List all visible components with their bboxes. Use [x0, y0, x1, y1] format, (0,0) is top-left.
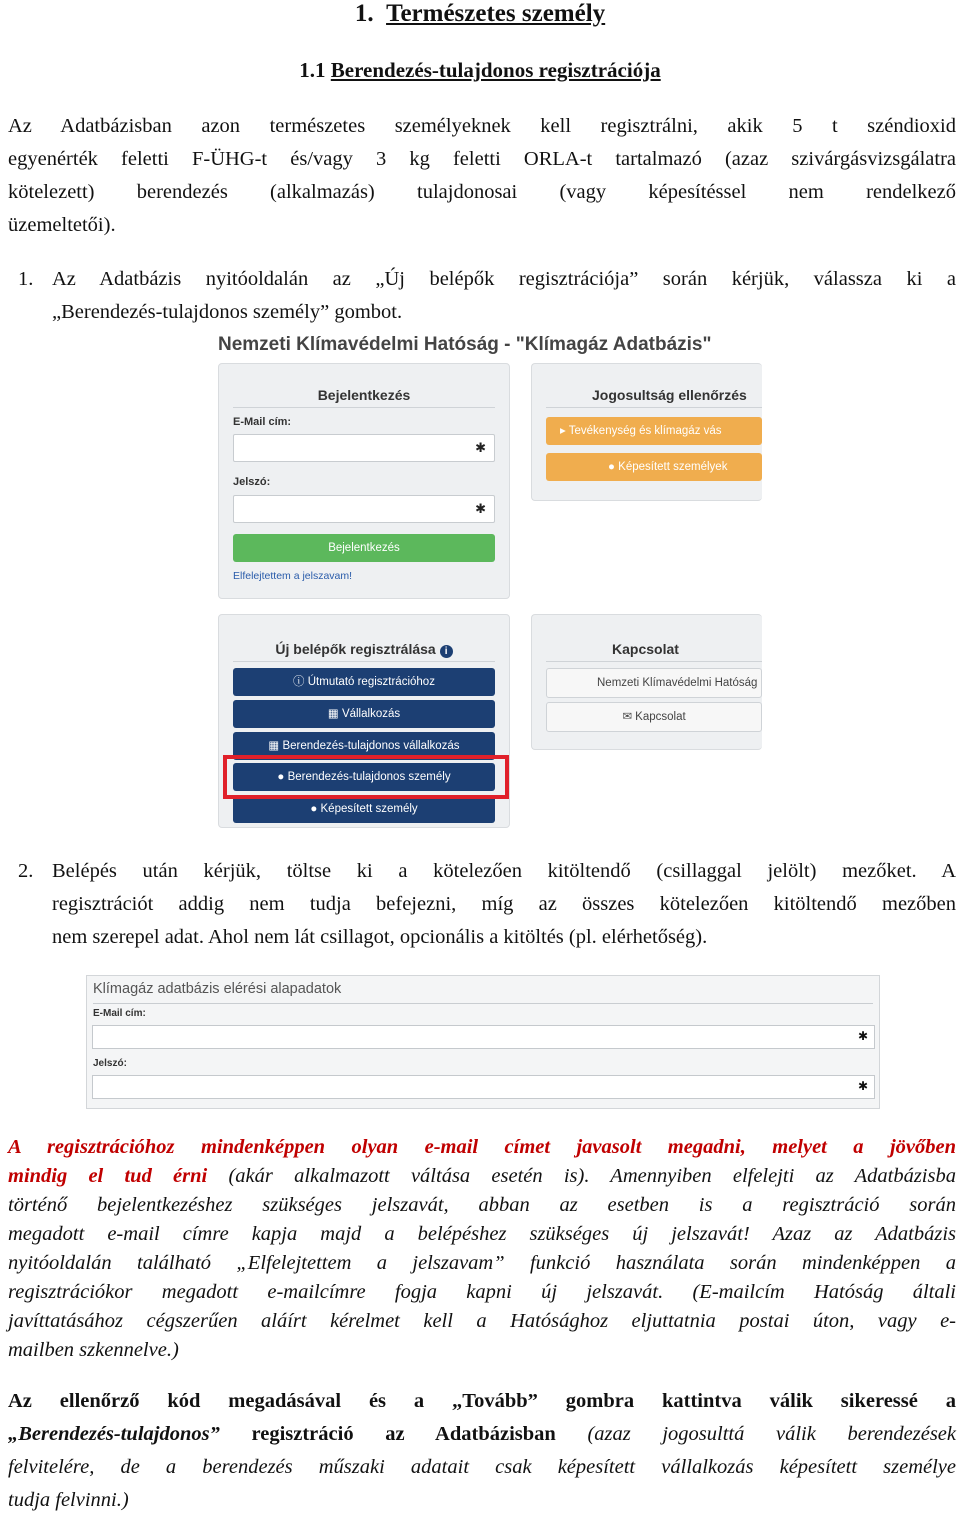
- subsection-number: 1.1: [299, 58, 326, 82]
- warning-red-text: mindig el tud érni: [8, 1165, 208, 1187]
- final-line: [8, 1418, 956, 1451]
- certified-persons-label: Képesített személyek: [618, 461, 728, 473]
- required-asterisk-icon: ✱: [857, 1029, 868, 1043]
- user-icon: ●: [277, 771, 288, 783]
- final-line: Az ellenőrző kód megadásával és a „Tovább” gombra kattintva válik sikeressé a: [8, 1390, 956, 1412]
- forgot-password-link[interactable]: Elfelejtettem a jelszavam!: [233, 570, 353, 582]
- divider: [546, 661, 762, 662]
- activity-check-label: Tevékenység és klímagáz vás: [568, 425, 722, 437]
- info-icon: ⓘ: [293, 676, 308, 688]
- permission-panel: [531, 363, 762, 501]
- intro-line: egyenérték feletti F-ÜHG-t és/vagy 3 kg feletti ORLA-t tartalmazó (azaz szivárgásvizsgálatra: [8, 148, 956, 170]
- divider: [546, 407, 762, 408]
- certified-person-label: Képesített személy: [320, 803, 418, 815]
- required-asterisk-icon: ✱: [475, 501, 486, 516]
- warning-line: [8, 1162, 956, 1191]
- divider: [93, 1003, 873, 1004]
- login-panel: [218, 363, 510, 599]
- warning-line: regisztrációkor megadott e-mailcímre fogja kapni új jelszavát. (E-mailcím Hatóság általi: [8, 1281, 956, 1303]
- required-asterisk-icon: ✱: [857, 1079, 868, 1093]
- contact-panel: [531, 614, 762, 750]
- required-asterisk-icon: ✱: [475, 440, 486, 455]
- intro-paragraph: [8, 110, 956, 242]
- divider: [233, 661, 495, 662]
- step-line: „Berendezés-tulajdonos személy” gombot.: [52, 301, 403, 323]
- user-icon: ●: [310, 803, 321, 815]
- registration-guide-button[interactable]: [233, 668, 495, 696]
- final-paragraph: [8, 1385, 956, 1517]
- screenshot-title: Nemzeti Klímavédelmi Hatóság - "Klímagáz Adatbázis": [218, 334, 712, 355]
- registration-guide-label: Útmutató regisztrációhoz: [307, 676, 435, 688]
- permission-heading: Jogosultság ellenőrzés: [592, 387, 747, 403]
- contact-button[interactable]: [546, 702, 762, 732]
- email-label: E-Mail cím:: [233, 416, 292, 428]
- activity-check-button[interactable]: [546, 417, 762, 445]
- final-line: tudja felvinni.): [8, 1489, 129, 1511]
- building-icon: ▦: [268, 740, 283, 752]
- form-title: Klímagáz adatbázis elérési alapadatok: [93, 981, 342, 997]
- subsection-heading: [0, 58, 960, 83]
- step-line: Belépés után kérjük, töltse ki a kötelezően kitöltendő (csillaggal jelölt) mezőket. A: [52, 860, 956, 882]
- warning-line: javíttatásához cégszerűen aláírt kérelmet kell a Hatósághoz eljuttatnia postai úton, vagy e-: [8, 1310, 956, 1332]
- certified-persons-button[interactable]: [546, 453, 762, 481]
- login-button[interactable]: Bejelentkezés: [233, 534, 495, 562]
- intro-line: üzemeltetői).: [8, 214, 116, 236]
- email-field[interactable]: [92, 1025, 875, 1049]
- step-line: nem szerepel adat. Ahol nem lát csillagot, opcionális a kitöltés (pl. elérhetőség).: [52, 926, 708, 948]
- section-title: Természetes személy: [386, 0, 606, 27]
- company-button[interactable]: [233, 700, 495, 728]
- email-field[interactable]: [233, 434, 495, 462]
- final-italic: (azaz jogosulttá válik berendezések: [555, 1423, 956, 1445]
- section-number: 1.: [354, 0, 374, 27]
- contact-label: Kapcsolat: [635, 711, 686, 723]
- step-line: Az Adatbázis nyitóoldalán az „Új belépők regisztrációja” során kérjük, válassza ki a: [52, 268, 956, 290]
- subsection-title: Berendezés-tulajdonos regisztrációja: [330, 58, 661, 82]
- step-line: regisztrációt addig nem tudja befejezni, míg az összes kötelezően kitöltendő mezőben: [52, 893, 956, 915]
- email-label: E-Mail cím:: [93, 1008, 146, 1019]
- final-bold: regisztráció az Adatbázisban: [219, 1423, 556, 1445]
- new-users-heading-text: Új belépők regisztrálása: [275, 641, 436, 657]
- certified-person-button[interactable]: [233, 795, 495, 823]
- step-1: [18, 263, 956, 329]
- password-field[interactable]: [233, 495, 495, 523]
- company-label: Vállalkozás: [341, 708, 401, 720]
- final-bold-italic: „Berendezés-tulajdonos”: [8, 1423, 220, 1445]
- info-icon: i: [440, 645, 453, 658]
- login-heading: Bejelentkezés: [317, 387, 411, 403]
- step-number: 2.: [18, 860, 34, 882]
- envelope-icon: ✉: [622, 711, 636, 723]
- owner-company-label: Berendezés-tulajdonos vállalkozás: [282, 740, 460, 752]
- password-field[interactable]: [92, 1075, 875, 1099]
- highlight-box: [223, 755, 509, 799]
- warning-line: történő bejelentkezéshez szükséges jelszavát, abban az esetben is a regisztráció során: [8, 1194, 956, 1216]
- divider: [233, 407, 495, 408]
- warning-line: nyitóoldalán található „Elfelejtettem a jelszavam” funkció használata során mindenképpen a: [8, 1252, 956, 1274]
- warning-text: (akár alkalmazott váltása esetén is). Amennyiben elfelejti az Adatbázisba: [207, 1165, 956, 1187]
- authority-button[interactable]: Nemzeti Klímavédelmi Hatóság: [546, 668, 762, 698]
- contact-heading: Kapcsolat: [612, 641, 679, 657]
- warning-line: megadott e-mail címre kapja majd a belépéshez szükséges új jelszavát! Azaz az Adatbázis: [8, 1223, 956, 1245]
- section-heading: [0, 0, 960, 28]
- step-2: [18, 855, 956, 954]
- owner-person-label: Berendezés-tulajdonos személy: [287, 771, 451, 783]
- homepage-screenshot: [215, 330, 758, 830]
- final-line: felvitelére, de a berendezés műszaki adatait csak képesített vállalkozás képesített személye: [8, 1456, 956, 1478]
- password-label: Jelszó:: [93, 1058, 127, 1069]
- intro-line: kötelezett) berendezés (alkalmazás) tulajdonosai (vagy képesítéssel nem rendelkező: [8, 181, 956, 203]
- warning-red-line: A regisztrációhoz mindenképpen olyan e-mail címet javasolt megadni, melyet a jövőben: [8, 1136, 956, 1158]
- warning-line: mailben szkennelve.): [8, 1339, 179, 1361]
- building-icon: ▦: [327, 708, 342, 720]
- registration-form-screenshot: [86, 975, 880, 1109]
- activity-icon: ▸: [560, 425, 569, 437]
- intro-line: Az Adatbázisban azon természetes személyeknek kell regisztrálni, akik 5 t széndioxid: [8, 115, 956, 137]
- password-label: Jelszó:: [233, 476, 271, 488]
- step-number: 1.: [18, 268, 34, 290]
- warning-paragraph: [8, 1133, 956, 1365]
- people-icon: ●: [608, 461, 619, 473]
- new-users-heading: [219, 641, 509, 658]
